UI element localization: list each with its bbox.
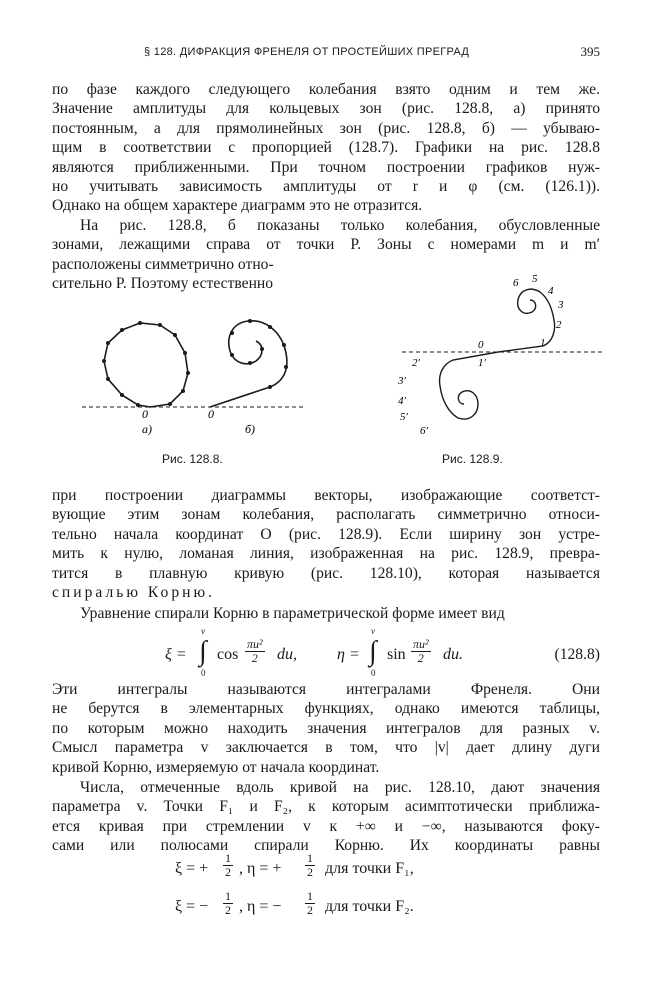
text-line: сами или полюсами спирали Корню. Их координаты равны [52, 837, 600, 855]
figure-128-8 [80, 305, 310, 440]
zone-label-2: 2 [556, 319, 562, 331]
text-line: На рис. 128.8, б показаны только колебания, обусловленные [80, 217, 600, 234]
integral-upper-limit: v [201, 626, 205, 636]
zone-label-1: 1 [540, 337, 546, 349]
page-number: 395 [580, 44, 600, 59]
text-line: постоянным, а для прямолинейных зон (рис. 128.8, б) — убываю- [52, 119, 600, 137]
origin-label-b: 0 [208, 407, 214, 421]
text-fragment: тится в плавную кривую (рис. 128.10), которая называется [52, 564, 600, 582]
eta-mid: , η = + [239, 860, 282, 877]
vector-arrowheads-b [230, 319, 288, 389]
fraction-denominator: 2 [307, 865, 313, 879]
integral-upper-limit: v [371, 626, 375, 636]
spiral-left [440, 352, 498, 419]
text-line: тельно начала координат O (рис. 128.9). Если ширину зон устре- [52, 525, 600, 543]
text-line [52, 564, 600, 583]
text-line: кривой Корню, измеряемую от начала координат. [52, 758, 380, 776]
focus-label: для точки F₂. [325, 898, 414, 915]
text-line: Эти интегралы называются интегралами Френеля. Они [52, 681, 600, 698]
text-line: ется кривая при стремлении v к +∞ и −∞, называются фоку- [52, 817, 600, 835]
fraction [411, 638, 431, 665]
zone-label-6: 6 [513, 277, 519, 289]
paragraph-5 [52, 680, 600, 777]
origin-label-a: 0 [142, 407, 148, 421]
equation-128-8 [165, 626, 485, 680]
text-line: вующие этим зонам колебания, располагать симметрично относи- [52, 506, 600, 524]
xi-lhs: ξ = − [175, 898, 209, 915]
zone-label-4: 4 [548, 285, 554, 297]
text-line: не берутся в элементарных функциях, однако имеются таблицы, [52, 700, 600, 718]
integral-sign: ∫ [369, 636, 377, 667]
fraction-numerator: 1 [307, 851, 313, 865]
zone-label-5-prime: 5′ [400, 411, 408, 423]
zone-label-3: 3 [558, 299, 564, 311]
text-line: щим в соответствии с пропорцией (128.7). Графики на рис. 128.8 [52, 139, 600, 157]
focus-f2-equation [175, 890, 495, 924]
fraction-numerator: 1 [307, 889, 313, 903]
sin-fn: sin [387, 646, 406, 663]
eta-lhs: η = [337, 646, 360, 663]
zone-label-2-prime: 2′ [412, 357, 420, 369]
spiral-right [498, 289, 555, 352]
text-line: по которым можно находить значения интегралов для разных v. [52, 719, 600, 737]
origin-label: 0 [478, 339, 484, 351]
paragraph-2 [52, 216, 600, 255]
text-line: по фазе каждого следующего колебания взято одним и тем же. [52, 81, 600, 98]
text-line: при построении диаграммы векторы, изображающие соответст- [52, 487, 600, 504]
figure-128-9-drawing [398, 268, 608, 443]
text-line: но учитывать зависимость амплитуды от r и φ (см. (126.1)). [52, 178, 600, 196]
integral-lower-limit: 0 [201, 668, 206, 678]
integral-lower-limit: 0 [371, 668, 376, 678]
paragraph-2-wrap [52, 255, 352, 294]
text-line: являются приближенными. При точном построении графиков нуж- [52, 158, 600, 176]
subfigure-label-a: а) [142, 422, 152, 436]
text-line: зонами, лежащими справа от точки P. Зоны с номерами m и m′ [52, 236, 600, 254]
figure-128-9-caption: Рис. 128.9. [442, 452, 503, 466]
fraction-denominator: 2 [225, 865, 231, 879]
paragraph-6 [52, 778, 600, 856]
fraction-numerator: πu² [247, 637, 263, 651]
text-line: сительно P. Поэтому естественно [52, 275, 274, 293]
vector-arrowheads-a [102, 321, 190, 407]
fraction-denominator: 2 [225, 903, 231, 917]
zone-label-4-prime: 4′ [398, 395, 406, 407]
zone-label-1-prime: 1′ [478, 357, 486, 369]
equation-number: (128.8) [554, 646, 600, 663]
zone-label-3-prime: 3′ [398, 375, 406, 387]
integral-sign: ∫ [199, 636, 207, 667]
fraction [305, 852, 315, 879]
text-line: мить к нулю, ломаная линия, изображенная на рис. 128.9, превра- [52, 545, 600, 563]
text-line: параметра v. Точки F₁ и F₂, к которым асимптотически приближа- [52, 798, 600, 816]
fraction-numerator: 1 [225, 851, 231, 865]
fraction-denominator: 2 [307, 903, 313, 917]
xi-lhs: ξ = + [175, 860, 209, 877]
text-line-spaced: спиралью Корню. [52, 584, 216, 602]
figure-128-9 [398, 268, 608, 443]
eta-mid: , η = − [239, 898, 282, 915]
zone-label-5: 5 [532, 273, 538, 285]
fraction [245, 638, 265, 665]
cos-fn: cos [217, 646, 239, 663]
text-line: Значение амплитуды для кольцевых зон (рис. 128.8, а) принято [52, 100, 600, 118]
zone-label-6-prime: 6′ [420, 425, 428, 437]
fraction-numerator: πu² [413, 637, 429, 651]
running-head: § 128. ДИФРАКЦИЯ ФРЕНЕЛЯ ОТ ПРОСТЕЙШИХ ПРЕГРАД [144, 46, 470, 58]
fraction [223, 890, 233, 917]
text-line: Однако на общем характере диаграмм это не отразится. [52, 197, 423, 215]
fraction [305, 890, 315, 917]
subfigure-label-b: б) [245, 422, 256, 436]
du-term: du, [277, 646, 297, 663]
focus-label: для точки F₁, [325, 860, 414, 877]
paragraph-4 [52, 604, 600, 623]
xi-lhs: ξ = [165, 646, 187, 663]
du-term: du. [443, 646, 463, 663]
paragraph-1 [52, 80, 600, 216]
figure-128-8-caption: Рис. 128.8. [162, 452, 223, 466]
page-header [52, 44, 600, 64]
focus-f1-equation [175, 852, 495, 886]
paragraph-3 [52, 486, 600, 602]
text-line: Смысл параметра v заключается в том, что |v| дает длину дуги [52, 739, 600, 757]
fraction-denominator: 2 [417, 651, 424, 665]
fraction [223, 852, 233, 879]
text-line: Уравнение спирали Корню в параметрической форме имеет вид [80, 605, 505, 622]
fraction-denominator: 2 [251, 651, 258, 665]
fraction-numerator: 1 [225, 889, 231, 903]
text-line: расположены симметрично отно- [52, 256, 274, 273]
text-line: Числа, отмеченные вдоль кривой на рис. 128.10, дают значения [80, 779, 600, 796]
figure-128-8-drawing [80, 305, 310, 440]
